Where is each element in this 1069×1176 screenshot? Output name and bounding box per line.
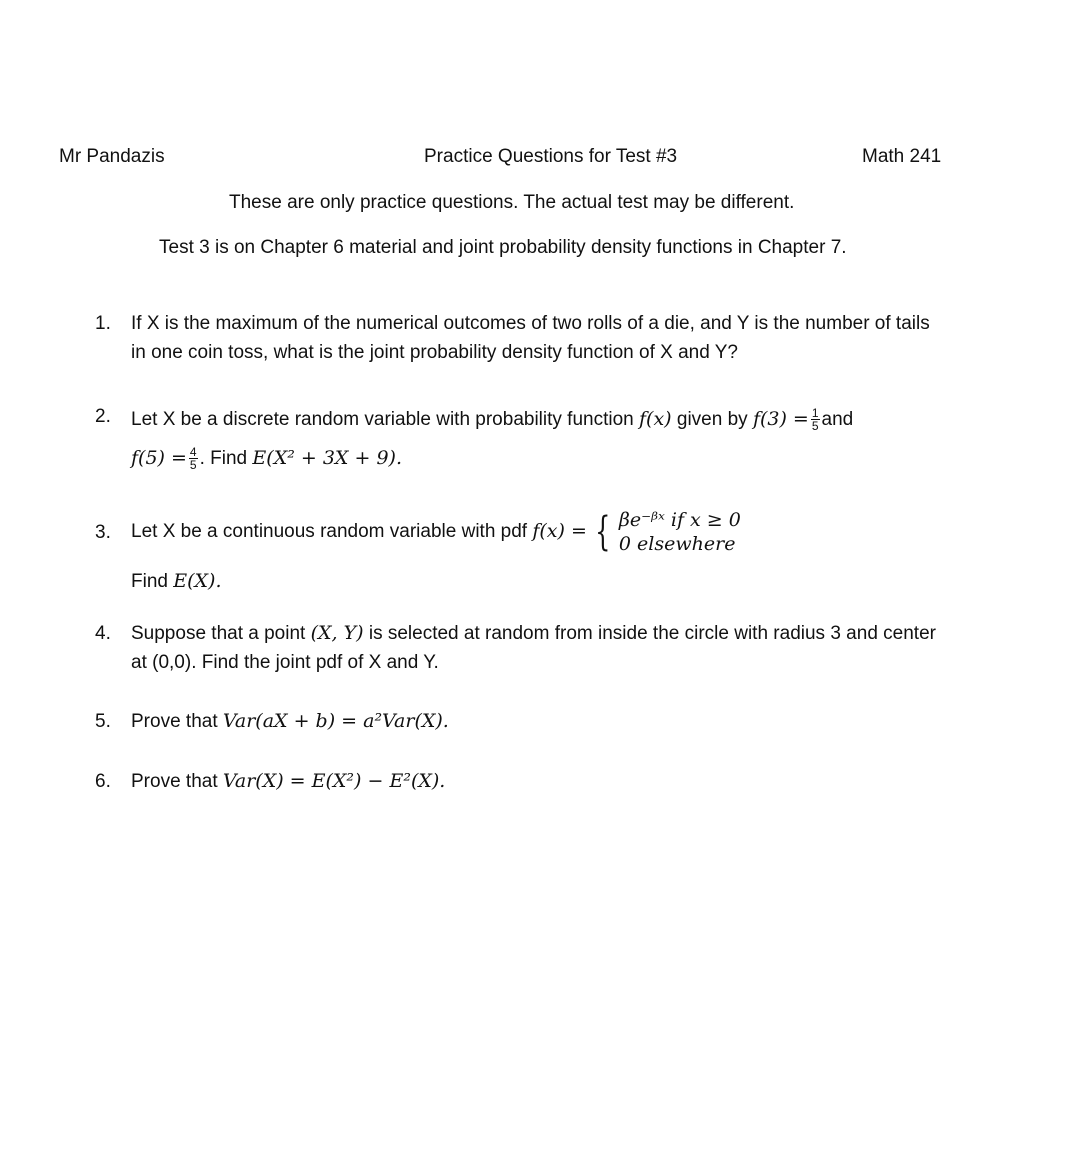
math-expression: E(X). — [173, 570, 222, 592]
fraction-denominator: 5 — [189, 458, 197, 473]
fraction — [811, 407, 820, 432]
question-text-part: given by — [676, 409, 748, 430]
question-text — [131, 619, 936, 677]
piecewise-cases — [619, 508, 741, 556]
question-number: 3. — [95, 522, 111, 543]
question-text-part: Prove that — [131, 771, 218, 792]
question-line: in one coin toss, what is the joint probability density function of X and Y? — [131, 342, 738, 363]
fraction — [189, 446, 198, 471]
question-text — [131, 400, 853, 478]
question-text-part: Suppose that a point — [131, 623, 306, 644]
question-text-part: Let X be a continuous random variable with pdf — [131, 521, 528, 543]
math-expression: f(x) — [639, 408, 672, 430]
question-text — [131, 309, 930, 367]
math-expression: (X, Y) — [310, 622, 364, 644]
question-line: If X is the maximum of the numerical outcomes of two rolls of a die, and Y is the number of tails — [131, 313, 930, 334]
question-line: at (0,0). Find the joint pdf of X and Y. — [131, 652, 439, 673]
math-expression: E(X² + 3X + 9). — [252, 447, 402, 469]
math-expression: f(3) = — [752, 408, 809, 430]
question-text — [131, 508, 741, 593]
brace-icon: { — [595, 509, 611, 555]
question-number: 1. — [95, 313, 111, 334]
header-course: Math 241 — [862, 146, 942, 167]
question-line — [131, 400, 853, 439]
question-number: 6. — [95, 771, 111, 792]
math-expression: Var(aX + b) = a²Var(X). — [222, 710, 449, 732]
question-line — [131, 570, 741, 593]
fraction-numerator: 1 — [811, 406, 819, 421]
header-author: Mr Pandazis — [59, 146, 165, 167]
question-text — [131, 707, 449, 736]
question-line — [131, 439, 853, 478]
question-text-part: Prove that — [131, 711, 218, 732]
question-text-part: . Find — [199, 448, 248, 469]
math-expression: f(x) = — [532, 520, 587, 543]
question-number: 2. — [95, 406, 111, 427]
question-number: 4. — [95, 623, 111, 644]
question-text-part: is selected at random from inside the circle with radius 3 and center — [368, 623, 936, 644]
case-row: 0 elsewhere — [618, 533, 736, 555]
question-number: 5. — [95, 711, 111, 732]
question-text-part: Find — [131, 571, 168, 592]
question-text — [131, 767, 445, 796]
math-expression: f(5) = — [131, 447, 187, 469]
fraction-denominator: 5 — [811, 419, 819, 434]
math-expression: Var(X) = E(X²) − E²(X). — [222, 770, 446, 792]
case-row: βe⁻ᵝˣ if x ≥ 0 — [618, 509, 741, 531]
intro-line-1: These are only practice questions. The actual test may be different. — [229, 192, 795, 213]
intro-line-2: Test 3 is on Chapter 6 material and joint probability density functions in Chapter 7. — [159, 237, 847, 258]
question-text-part: Let X be a discrete random variable with probability function — [131, 409, 634, 430]
question-text-part: and — [821, 409, 854, 430]
fraction-numerator: 4 — [189, 445, 197, 460]
question-line — [131, 508, 741, 560]
question-line — [131, 619, 936, 648]
header-title: Practice Questions for Test #3 — [424, 146, 678, 167]
